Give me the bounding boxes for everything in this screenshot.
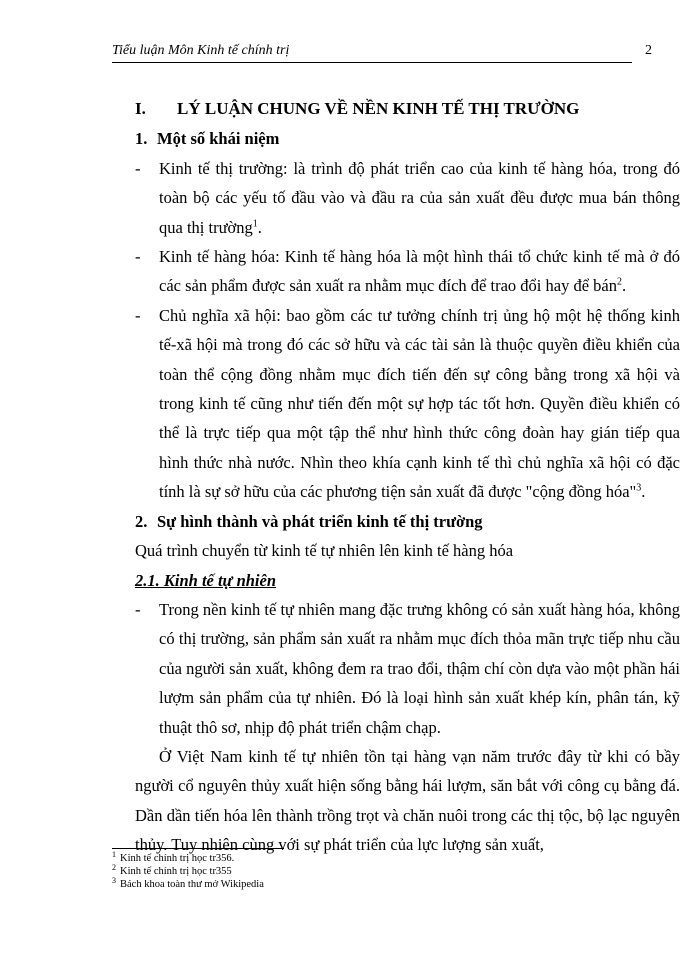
bullet-dash: -	[135, 247, 141, 267]
footnote-number: 1	[112, 849, 116, 859]
bullet-end: .	[641, 482, 646, 502]
footnote-text: Bách khoa toàn thư mở Wikipedia	[120, 879, 264, 890]
bullet-commodity-economy	[135, 242, 680, 301]
intro-line: Quá trình chuyển từ kinh tế tự nhiên lên kinh tế hàng hóa	[135, 541, 514, 561]
subsection-title: Một số khái niệm	[157, 129, 280, 149]
bullet-text: Kinh tế thị trường: là trình độ phát triển cao của kinh tế hàng hóa, trong đó toàn bộ các yếu tố đầu vào và đầu ra của sản xuất đều được mua bán thông qua thị trường	[159, 158, 680, 237]
bullet-dash: -	[135, 599, 141, 619]
bullet-text: Chủ nghĩa xã hội: bao gồm các tư tưởng chính trị ủng hộ một hệ thống kinh tế-xã hội mà trong đó các sở hữu và các tài sản là thuộc quyền điều khiển của toàn thể cộng đồng nhằm mục đích tiến đến sự công bằng trong xã hội và trong kinh tế cũng như tiến đến một sự hợp tác tốt hơn. Quyền điều khiển có thể là trực tiếp qua một tập thể như hình thức công đoàn hay gián tiếp qua hình thức nhà nước. Nhìn theo khía cạnh kinh tế thì chủ nghĩa xã hội có đặc tính là sự sở hữu của các phương tiện sản xuất đã được "cộng đồng hóa"	[159, 305, 680, 502]
footnote	[112, 849, 512, 865]
subsection-heading-concepts	[135, 124, 680, 153]
bullet-end: .	[621, 276, 627, 296]
subsection-number: 1.	[135, 129, 148, 149]
footnote-rule	[112, 848, 284, 849]
body-paragraph: Ở Việt Nam kinh tế tự nhiên tồn tại hàng vạn năm trước đây từ khi có bầy người cổ nguyên thủy xuất hiện sống bằng hái lượm, săn bắt với công cụ bằng đá. Dần dần tiến hóa lên thành trồng trọt và chăn nuôi trong các thị tộc, bộ lạc nguyên thủy. Tuy nhiên cùng với sự phát triển của lực lượng sản xuất,	[135, 746, 680, 855]
footnotes	[112, 849, 512, 891]
bullet-text: Trong nền kinh tế tự nhiên mang đặc trưng không có sản xuất hàng hóa, không có thị trường, sản phẩm sản xuất ra nhằm mục đích thỏa mãn trực tiếp nhu cầu của người sản xuất, không đem ra trao đổi, thậm chí còn dựa vào một phần hái lượm sản phẩm của tự nhiên. Đó là loại hình sản xuất khép kín, phân tán, kỹ thuật thô sơ, nhịp độ phát triển chậm chạp.	[159, 599, 680, 737]
footnote	[112, 862, 512, 878]
footnote-ref: 2	[616, 276, 622, 288]
section-title: LÝ LUẬN CHUNG VỀ NỀN KINH TẾ THỊ TRƯỜNG	[177, 99, 580, 118]
bullet-socialism	[135, 301, 680, 507]
bullet-natural-economy	[135, 595, 680, 742]
bullet-dash: -	[135, 305, 141, 325]
bullet-text: Kinh tế hàng hóa: Kinh tế hàng hóa là một hình thái tổ chức kinh tế mà ở đó các sản phẩm được sản xuất ra nhằm mục đích để trao đổi hay để bán	[159, 247, 680, 296]
bullet-end: .	[257, 217, 262, 237]
header-rule	[112, 62, 632, 63]
bullet-dash: -	[135, 158, 141, 178]
header-title: Tiểu luận Môn Kinh tế chính trị	[112, 43, 290, 58]
subsection-heading-formation	[135, 507, 680, 536]
footnote-text: Kinh tế chính trị học tr356.	[120, 853, 235, 864]
footnote-ref: 1	[252, 218, 258, 230]
footnote-number: 2	[112, 862, 116, 872]
subsection-title: Sự hình thành và phát triển kinh tế thị trường	[157, 511, 483, 531]
section-heading	[135, 94, 680, 123]
bullet-market-economy	[135, 154, 680, 242]
footnote	[112, 875, 512, 891]
subsection-number: 2.	[135, 511, 148, 531]
page-body	[135, 88, 680, 860]
footnote-ref: 3	[636, 482, 642, 494]
section-number: I.	[135, 99, 146, 118]
footnote-number: 3	[112, 875, 116, 885]
subsubsection-heading: 2.1. Kinh tế tự nhiên	[135, 570, 277, 590]
footnote-text: Kinh tế chính trị học tr355	[120, 866, 232, 877]
page-number: 2	[645, 43, 652, 58]
page-header	[112, 43, 652, 63]
